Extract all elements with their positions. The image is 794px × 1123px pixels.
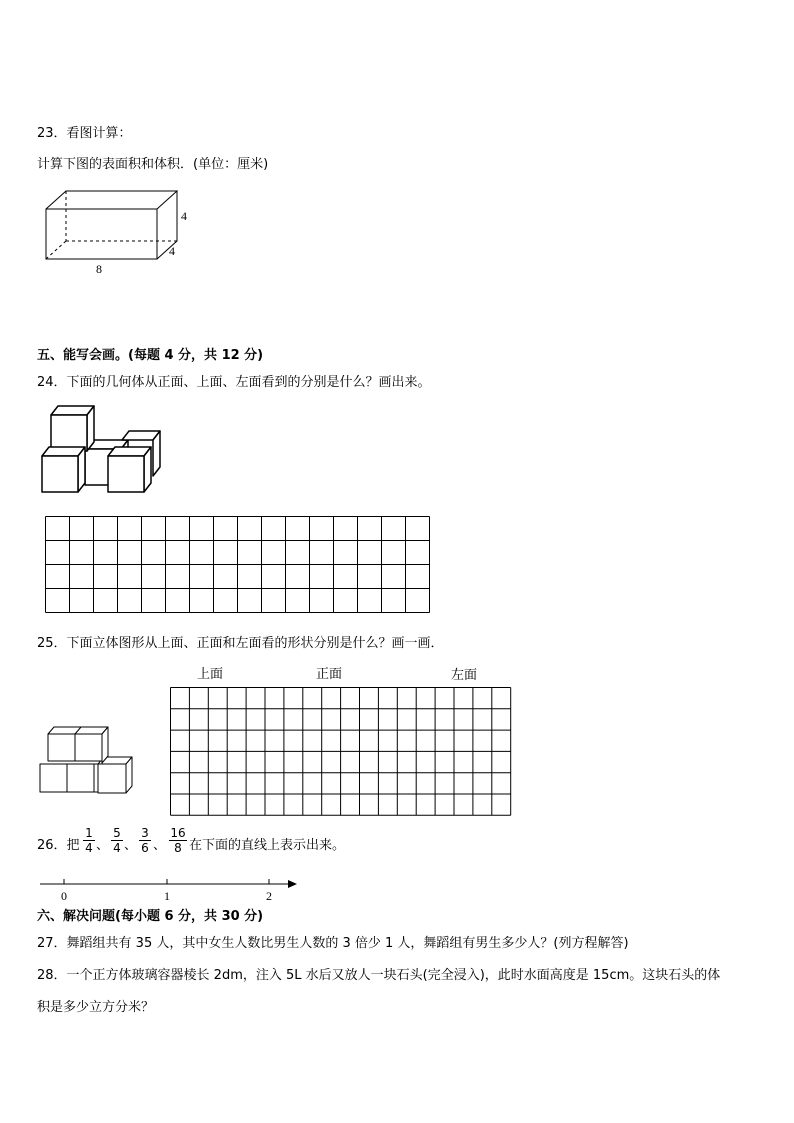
q26-fraction-3 (138, 826, 152, 855)
q28-text-line1: 28．一个正方体玻璃容器棱长 2dm，注入 5L 水后又放人一块石头(完全浸入)，此时水面高度是 15cm。这块石头的体 (37, 968, 721, 983)
q25-label-top: 上面 (197, 667, 224, 682)
q25-text: 25．下面立体图形从上面、正面和左面看的形状分别是什么？画一画． (37, 636, 444, 651)
q26-fraction-1 (82, 826, 96, 855)
q26-prefix: 26．把 (37, 838, 80, 853)
fraction-numerator: 5 (113, 826, 121, 840)
cuboid-height-label: 4 (181, 209, 187, 223)
number-line-arrow-icon (288, 880, 297, 888)
q25-label-front: 正面 (316, 667, 343, 682)
number-line-tick-1: 1 (164, 889, 170, 903)
q26-fraction-2 (110, 826, 124, 855)
q27-text: 27．舞蹈组共有 35 人，其中女生人数比男生人数的 3 倍少 1 人，舞蹈组有男生多少人？(列方程解答) (37, 936, 629, 951)
fraction-numerator: 1 (85, 826, 93, 840)
section5-heading: 五、能写会画。(每题 4 分，共 12 分) (37, 348, 264, 363)
fraction-numerator: 16 (170, 826, 186, 840)
q26-separator: 、 (124, 838, 138, 853)
q26-separator: 、 (153, 838, 167, 853)
section6-heading: 六、解决问题(每小题 6 分，共 30 分) (37, 909, 264, 924)
q26-fraction-4 (168, 826, 188, 855)
number-line-tick-2: 2 (266, 889, 272, 903)
q24-text: 24．下面的几何体从正面、上面、左面看到的分别是什么？画出来。 (37, 375, 431, 390)
q24-drawing-grid[interactable] (45, 516, 431, 614)
q28-text-line2: 积是多少立方分米？ (37, 1000, 155, 1015)
q25-drawing-grid[interactable] (170, 687, 512, 817)
fraction-numerator: 3 (141, 826, 149, 840)
q25-cube-figure (38, 724, 136, 796)
number-line-tick-0: 0 (61, 889, 67, 903)
fraction-denominator: 4 (83, 840, 95, 855)
q23-instruction: 计算下图的表面积和体积．(单位：厘米) (37, 157, 269, 172)
q23-title: 23．看图计算： (37, 126, 132, 141)
fraction-denominator: 4 (111, 840, 123, 855)
q26-suffix: 在下面的直线上表示出来。 (189, 838, 346, 853)
fraction-denominator: 6 (139, 840, 151, 855)
fraction-denominator: 8 (169, 840, 187, 855)
q26-separator: 、 (96, 838, 110, 853)
cuboid-width-label: 4 (169, 244, 175, 258)
cuboid-figure (40, 188, 200, 278)
cuboid-length-label: 8 (96, 262, 102, 276)
number-line[interactable] (38, 876, 300, 904)
q25-label-left: 左面 (451, 668, 478, 683)
q24-cube-figure (40, 403, 165, 495)
